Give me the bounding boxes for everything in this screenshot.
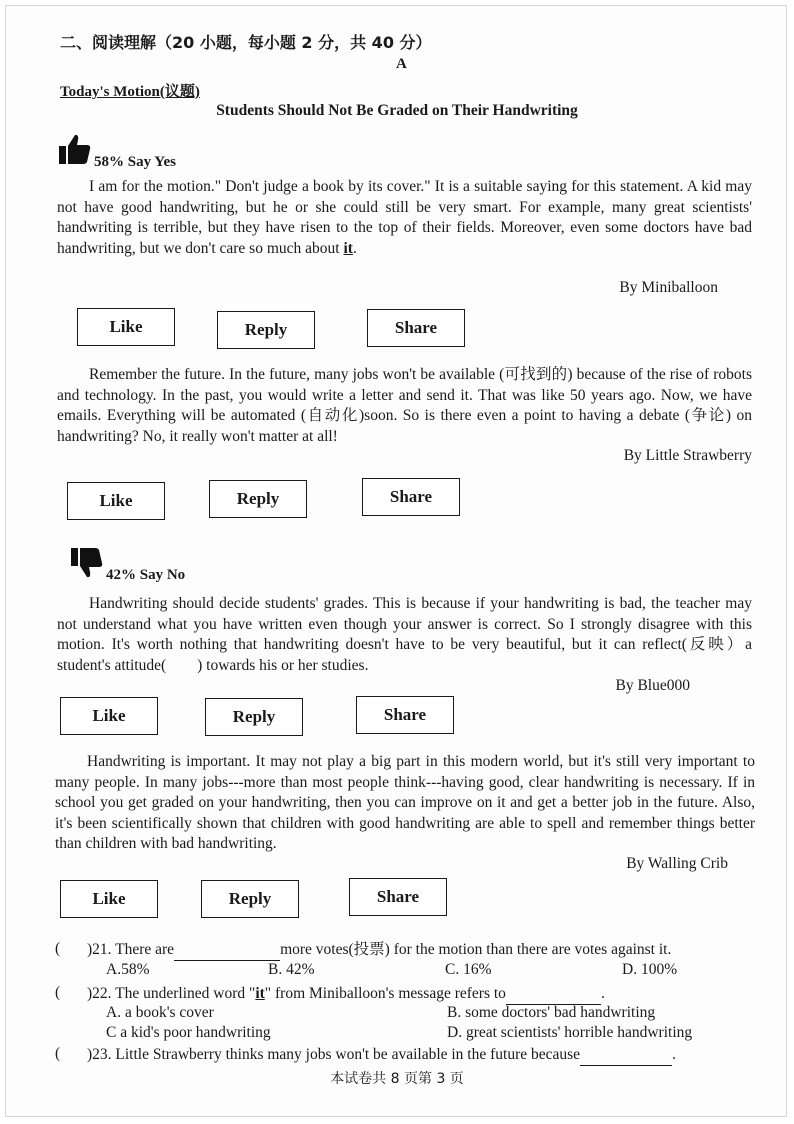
- answer-paren: (: [55, 984, 61, 1001]
- motion-title: Students Should Not Be Graded on Their Handwriting: [216, 102, 578, 119]
- like-button[interactable]: Like: [67, 482, 165, 520]
- reply-button[interactable]: Reply: [201, 880, 299, 918]
- option-b[interactable]: B. 42%: [268, 961, 315, 978]
- option-a[interactable]: A.58%: [106, 961, 150, 978]
- thumbs-up-icon: [58, 132, 92, 171]
- like-button[interactable]: Like: [60, 697, 158, 735]
- share-button[interactable]: Share: [349, 878, 447, 916]
- like-button[interactable]: Like: [77, 308, 175, 346]
- question-21: )21. There are more votes(投票) for the motion than there are votes against it.: [87, 940, 767, 961]
- reply-button[interactable]: Reply: [205, 698, 303, 736]
- yes-vote-label: 58% Say Yes: [94, 154, 176, 170]
- answer-blank[interactable]: [506, 984, 601, 1005]
- underlined-word: it: [343, 239, 353, 257]
- passage-letter: A: [396, 56, 407, 72]
- share-button[interactable]: Share: [362, 478, 460, 516]
- message-little-strawberry: Remember the future. In the future, many jobs won't be available (可找到的) because of the rise of robots and technology. In the past, you would write a letter and send it. That was like 50 years ago. Now, we have emails. Everything will be automated (自动化)soon. So is there even a point to having a debate (争论) on handwriting? No, it really won't matter at all!: [57, 366, 752, 445]
- share-button[interactable]: Share: [367, 309, 465, 347]
- no-vote-label: 42% Say No: [106, 567, 186, 583]
- section-header: 二、阅读理解（20 小题，每小题 2 分，共 40 分）: [60, 33, 432, 52]
- option-b[interactable]: B. some doctors' bad handwriting: [447, 1004, 656, 1021]
- message-blue000: Handwriting should decide students' grades. This is because if your handwriting is bad, the teacher may not understand what you have written even though your answer is correct. So I strongly disagree with this motion. It's worth nothing that handwriting doesn't have to be very beautiful, but it can reflect(反映）a student's attitude( ) towards his or her studies.: [57, 595, 752, 674]
- author-miniballoon: By Miniballoon: [619, 279, 718, 296]
- motion-label: Today's Motion(议题): [60, 84, 200, 100]
- share-button[interactable]: Share: [356, 696, 454, 734]
- answer-paren: (: [55, 1045, 61, 1062]
- option-c[interactable]: C a kid's poor handwriting: [106, 1024, 271, 1041]
- option-c[interactable]: C. 16%: [445, 961, 492, 978]
- author-little-strawberry: By Little Strawberry: [623, 447, 752, 464]
- answer-paren: (: [55, 940, 61, 957]
- message-walling-crib: Handwriting is important. It may not play a big part in this modern world, but it's still very important to many people. In many jobs---more than most people think---having good, clear handwriting is necessary. If in school you get graded on your handwriting, then you can improve on it and get a better job in the future. Also, it's been scientifically shown that children with good handwriting are able to spell and remember things better than children with bad handwriting.: [55, 753, 755, 852]
- reply-button[interactable]: Reply: [209, 480, 307, 518]
- option-d[interactable]: D. 100%: [622, 961, 678, 978]
- option-d[interactable]: D. great scientists' horrible handwriting: [447, 1024, 693, 1041]
- reply-button[interactable]: Reply: [217, 311, 315, 349]
- author-walling-crib: By Walling Crib: [626, 855, 728, 872]
- message-miniballoon: I am for the motion." Don't judge a book by its cover." It is a suitable saying for this statement. A kid may not have good handwriting, but he or she could still be very smart. For example, many great scientists' handwriting is terrible, but they have risen to the top of their fields. Moreover, even some doctors have bad handwriting, but we don't care so much about it.: [57, 178, 752, 257]
- thumbs-down-icon: [70, 546, 104, 585]
- question-22: )22. The underlined word "it" from Miniballoon's message refers to .: [87, 984, 767, 1005]
- option-a[interactable]: A. a book's cover: [106, 1004, 214, 1021]
- question-23: )23. Little Strawberry thinks many jobs won't be available in the future because .: [87, 1045, 767, 1066]
- like-button[interactable]: Like: [60, 880, 158, 918]
- answer-blank[interactable]: [174, 940, 280, 961]
- page-footer: 本试卷共 8 页第 3 页: [330, 1071, 464, 1087]
- author-blue000: By Blue000: [615, 677, 690, 694]
- answer-blank[interactable]: [580, 1045, 672, 1066]
